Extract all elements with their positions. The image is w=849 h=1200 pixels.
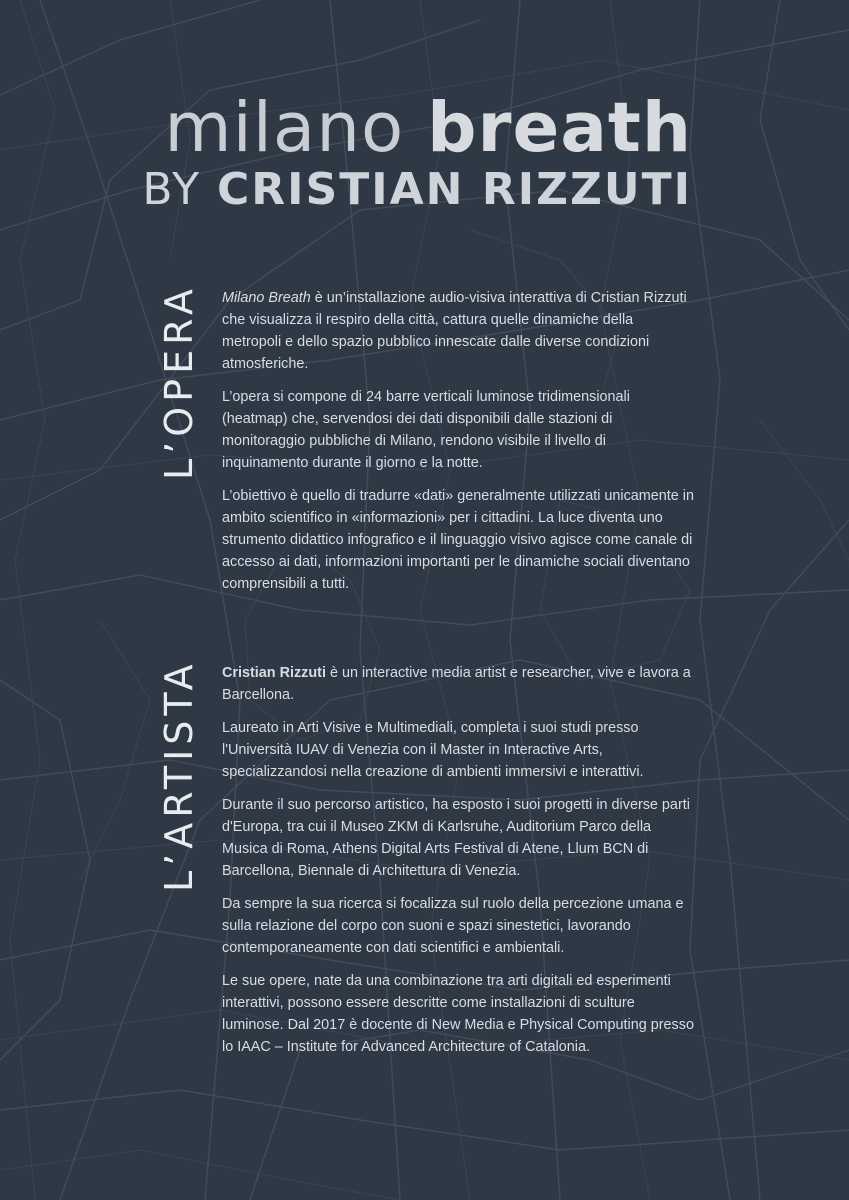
paragraph bbox=[222, 287, 696, 375]
section-artista-text bbox=[222, 662, 696, 1069]
paragraph: Le sue opere, nate da una combinazione tra arti digitali ed esperimenti interattivi, possono essere descritte come installazioni di sculture luminose. Dal 2017 è docente di New Media e Physical Computing presso lo IAAC – Institute for Advanced Architecture of Catalonia. bbox=[222, 973, 694, 1055]
page-subtitle bbox=[0, 164, 692, 216]
paragraph-text: è un’installazione audio-visiva interattiva di Cristian Rizzuti che visualizza il respiro della città, cattura quelle dinamiche della metropoli e dello spazio pubblico innescate dalle diverse condizioni atmosferiche. bbox=[222, 290, 687, 372]
subtitle-light: BY bbox=[142, 164, 201, 215]
paragraph: L’opera si compone di 24 barre verticali luminose tridimensionali (heatmap) che, servendosi dei dati disponibili dalle stazioni di monitoraggio pubbliche di Milano, rendono visibile il livello di inquinamento durante il giorno e la notte. bbox=[222, 389, 630, 471]
work-title: Milano Breath bbox=[222, 290, 311, 306]
paragraph: Da sempre la sua ricerca si focalizza sul ruolo della percezione umana e sulla relazione del corpo con suoni e spazi sinestetici, lavorando contemporaneamente con dati scientifici e ambientali. bbox=[222, 896, 684, 956]
artist-name: Cristian Rizzuti bbox=[222, 665, 326, 681]
paragraph-text: è un interactive media artist e researcher, vive e lavora a Barcellona. bbox=[222, 665, 691, 703]
subtitle-bold: CRISTIAN RIZZUTI bbox=[217, 164, 692, 215]
section-label-opera: L’OPERA bbox=[157, 284, 201, 480]
page-title bbox=[0, 88, 692, 168]
paragraph: Laureato in Arti Visive e Multimediali, completa i suoi studi presso l'Università IUAV di Venezia con il Master in Interactive Arts, specializzandosi nella creazione di ambienti immersivi e interattivi. bbox=[222, 720, 644, 780]
title-bold: breath bbox=[427, 88, 692, 168]
section-opera-text bbox=[222, 287, 696, 606]
title-block bbox=[0, 88, 692, 216]
paragraph: L’obiettivo è quello di tradurre «dati» generalmente utilizzati unicamente in ambito scientifico in «informazioni» per i cittadini. La luce diventa uno strumento didattico infografico e il linguaggio visivo agisce come canale di accesso ai dati, informazioni importanti per le dinamiche sociali diventano comprensibili a tutti. bbox=[222, 488, 694, 592]
section-label-artista: L’ARTISTA bbox=[157, 659, 201, 892]
paragraph: Durante il suo percorso artistico, ha esposto i suoi progetti in diverse parti d'Europa, tra cui il Museo ZKM di Karlsruhe, Auditorium Parco della Musica di Roma, Athens Digital Arts Festival di Atene, Llum BCN di Barcellona, Biennale di Architettura di Venezia. bbox=[222, 797, 690, 879]
title-light: milano bbox=[164, 88, 405, 168]
paragraph bbox=[222, 662, 696, 706]
